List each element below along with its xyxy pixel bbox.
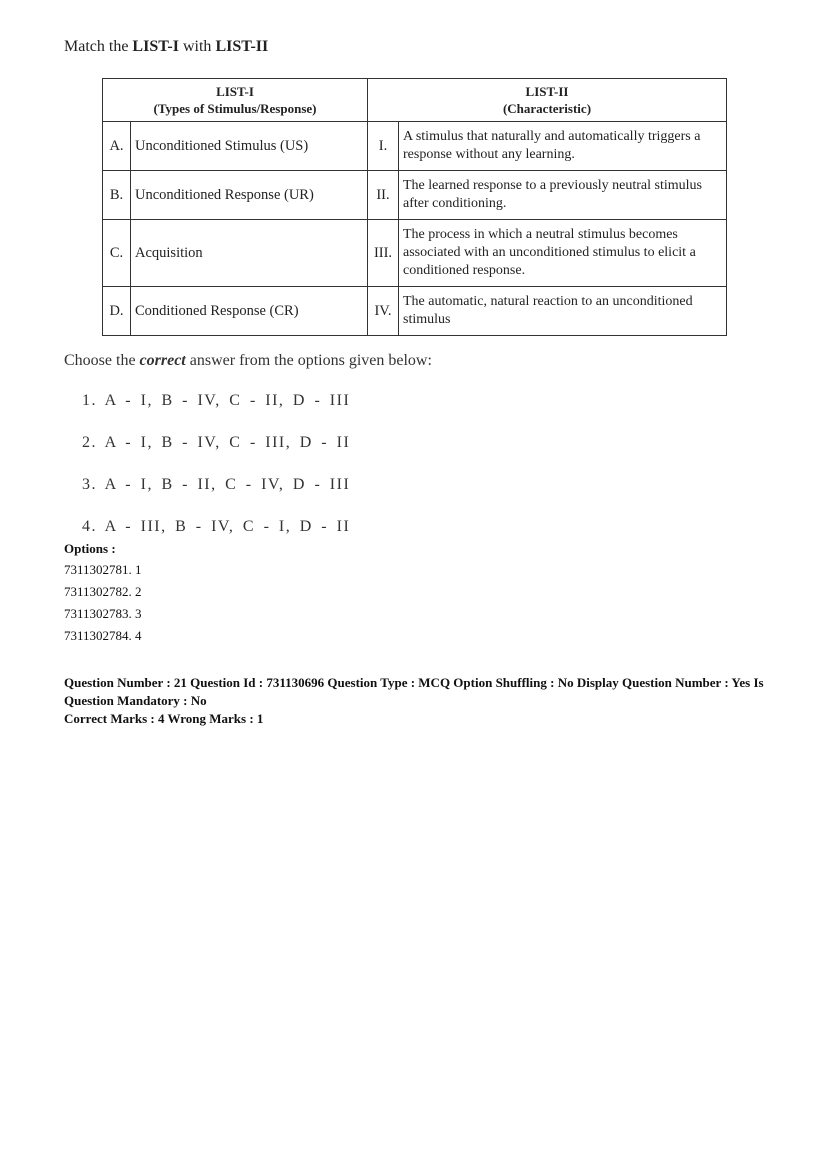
- table-row: [103, 122, 727, 171]
- option-id-3: 7311302783. 3: [64, 606, 142, 621]
- row-item: Unconditioned Response (UR): [131, 171, 368, 220]
- table-header-row: [103, 79, 727, 122]
- row-item: Conditioned Response (CR): [131, 287, 368, 336]
- row-letter: C.: [103, 220, 131, 287]
- table-row: [103, 171, 727, 220]
- table-row: [103, 287, 727, 336]
- row-letter: B.: [103, 171, 131, 220]
- marks-info: Correct Marks : 4 Wrong Marks : 1: [64, 711, 264, 726]
- row-roman: I.: [368, 122, 399, 171]
- row-description: The automatic, natural reaction to an unconditioned stimulus: [399, 287, 727, 336]
- choose-before: Choose the: [64, 352, 140, 369]
- list1-header: [103, 79, 368, 122]
- row-description: A stimulus that naturally and automatically triggers a response without any learning.: [399, 122, 727, 171]
- list1-header-title: LIST-I: [216, 84, 254, 99]
- row-description: The learned response to a previously neutral stimulus after conditioning.: [399, 171, 727, 220]
- heading-prefix: Match the: [64, 38, 133, 55]
- choose-emphasis: correct: [139, 352, 186, 369]
- heading-list1: LIST-I: [132, 38, 179, 55]
- question-info: Question Number : 21 Question Id : 731130696 Question Type : MCQ Option Shuffling : No Display Question Number : Yes Is Question Mandatory : No: [64, 675, 764, 708]
- row-roman: IV.: [368, 287, 399, 336]
- answer-option-3: 3. A - I, B - II, C - IV, D - III: [82, 476, 351, 493]
- choose-after: answer from the options given below:: [185, 352, 432, 369]
- choose-instruction: [64, 352, 432, 370]
- match-table: [102, 78, 727, 336]
- answer-option-4: 4. A - III, B - IV, C - I, D - II: [82, 518, 351, 535]
- answer-option-2: 2. A - I, B - IV, C - III, D - II: [82, 434, 351, 451]
- row-item: Acquisition: [131, 220, 368, 287]
- answer-option-1: 1. A - I, B - IV, C - II, D - III: [82, 392, 351, 409]
- heading-with: with: [178, 38, 216, 55]
- options-label: Options :: [64, 541, 116, 556]
- row-roman: III.: [368, 220, 399, 287]
- option-id-1: 7311302781. 1: [64, 562, 142, 577]
- list1-header-subtitle: (Types of Stimulus/Response): [153, 101, 317, 116]
- list2-header-title: LIST-II: [525, 84, 569, 99]
- row-roman: II.: [368, 171, 399, 220]
- question-heading: [64, 38, 268, 56]
- row-description: The process in which a neutral stimulus becomes associated with an unconditioned stimulus to elicit a conditioned response.: [399, 220, 727, 287]
- list2-header: [368, 79, 727, 122]
- table-row: [103, 220, 727, 287]
- option-id-4: 7311302784. 4: [64, 628, 142, 643]
- option-id-2: 7311302782. 2: [64, 584, 142, 599]
- list2-header-subtitle: (Characteristic): [502, 101, 592, 116]
- row-letter: A.: [103, 122, 131, 171]
- heading-list2: LIST-II: [215, 38, 269, 55]
- row-letter: D.: [103, 287, 131, 336]
- row-item: Unconditioned Stimulus (US): [131, 122, 368, 171]
